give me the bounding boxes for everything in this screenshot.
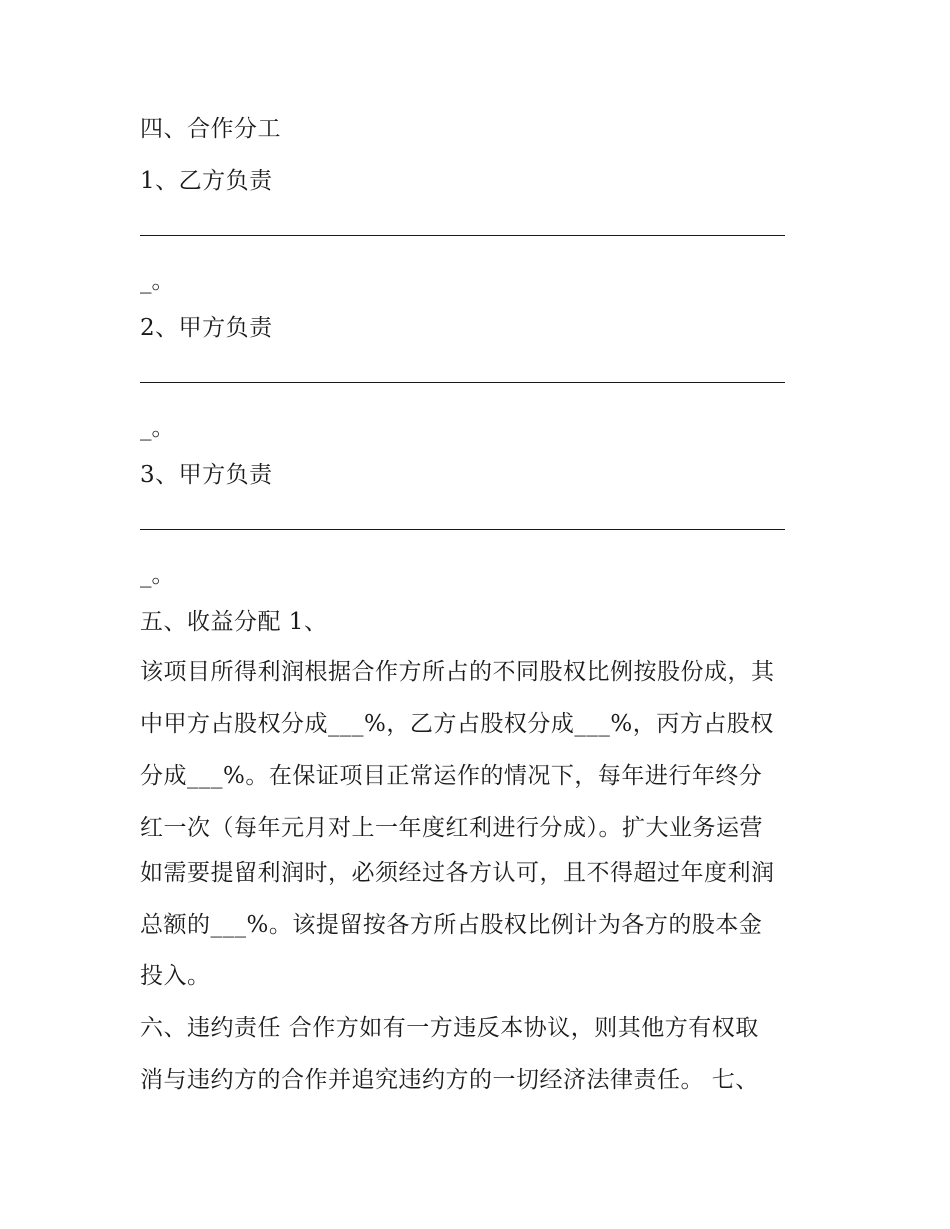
section-5-paragraph-line: 分成___%。在保证项目正常运作的情况下，每年进行年终分	[140, 763, 763, 789]
item-2-fill-line	[140, 382, 785, 383]
item-3-tail: _。	[140, 562, 175, 588]
item-3-label: 3、甲方负责	[140, 462, 273, 488]
section-5-paragraph-line: 中甲方占股权分成___%，乙方占股权分成___%，丙方占股权	[140, 711, 774, 737]
section-5-paragraph-line: 投入。	[140, 963, 211, 989]
section-5-paragraph-line: 如需要提留利润时，必须经过各方认可，且不得超过年度利润	[140, 860, 775, 886]
section-5-paragraph-line: 红一次（每年元月对上一年度红利进行分成）。扩大业务运营	[140, 815, 763, 841]
section-5-heading: 五、收益分配 1、	[140, 609, 328, 635]
section-5-paragraph-line: 该项目所得利润根据合作方所占的不同股权比例按股份成，其	[140, 659, 775, 685]
item-3-fill-line	[140, 529, 785, 530]
item-2-label: 2、甲方负责	[140, 315, 273, 341]
section-6-paragraph-line: 六、违约责任 合作方如有一方违反本协议，则其他方有权取	[140, 1015, 759, 1041]
item-1-fill-line	[140, 235, 785, 236]
item-1-label: 1、乙方负责	[140, 168, 273, 194]
section-4-heading: 四、合作分工	[140, 116, 281, 142]
section-6-paragraph-line: 消与违约方的合作并追究违约方的一切经济法律责任。 七、	[140, 1067, 759, 1093]
section-5-paragraph-line: 总额的___%。该提留按各方所占股权比例计为各方的股本金	[140, 912, 763, 938]
item-2-tail: _。	[140, 415, 175, 441]
item-1-tail: _。	[140, 268, 175, 294]
